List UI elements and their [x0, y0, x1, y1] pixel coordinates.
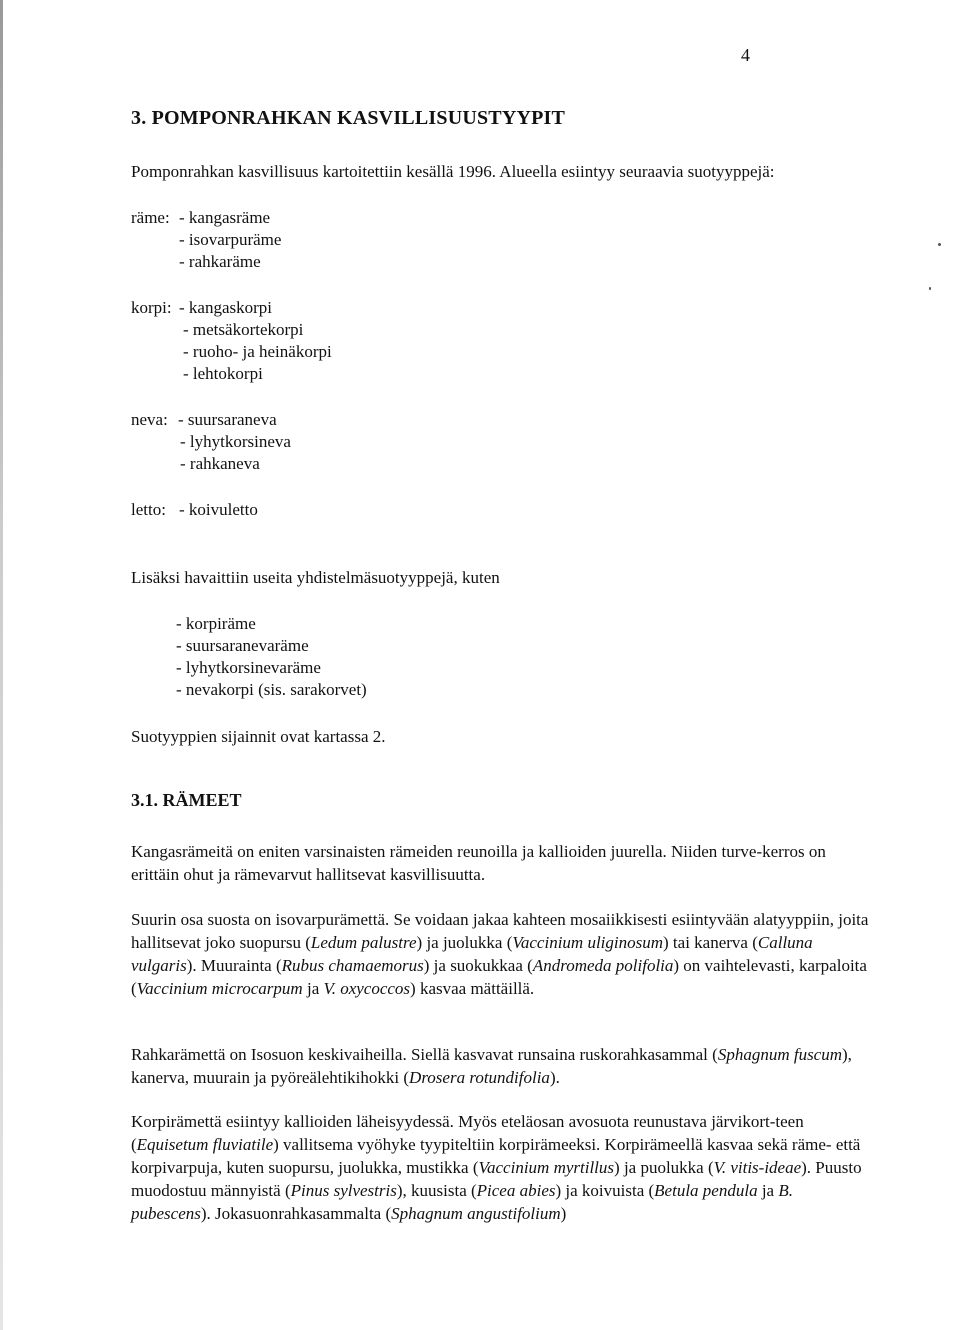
- chapter-title: 3. POMPONRAHKAN KASVILLISUUSTYYPIT: [131, 107, 566, 129]
- text-run: ).: [549, 1068, 560, 1087]
- species-name: Vaccinium uliginosum: [512, 933, 664, 952]
- text-run: ). Muurainta (: [186, 956, 282, 975]
- map-note: Suotyyppien sijainnit ovat kartassa 2.: [131, 727, 386, 746]
- species-name: Betula pendula: [654, 1181, 758, 1200]
- text-run: ja: [302, 979, 324, 998]
- combined-intro: Lisäksi havaittiin useita yhdistelmäsuotyyppejä, kuten: [131, 568, 500, 587]
- list-item: - kangasräme: [179, 208, 271, 227]
- group-label: letto:: [131, 500, 166, 519]
- text-run: ) on vaihtelevasti, karpaloita (: [131, 956, 867, 998]
- text-run: ) vallitsema vyöhyke tyypiteltiin korpirämeeksi. Korpirämeellä kasvaa sekä räme- että korpivarpuja, kuten suopursu, juolukka, mustikka (: [131, 1135, 861, 1177]
- text-run: ). Jokasuonrahkasammalta (: [200, 1204, 392, 1223]
- list-item: - suursaraneva: [178, 410, 277, 429]
- text-run: ). Puusto muodostuu männyistä (: [131, 1158, 862, 1200]
- scan-speck: [938, 243, 941, 246]
- species-name: Picea abies: [476, 1181, 556, 1200]
- species-name: Drosera rotundifolia: [409, 1068, 550, 1087]
- list-item: - ruoho- ja heinäkorpi: [183, 342, 332, 361]
- species-name: Vaccinium myrtillus: [478, 1158, 615, 1177]
- list-item: - rahkaräme: [179, 252, 261, 271]
- paragraph-isovarpurame: [131, 908, 876, 1000]
- species-name: V. oxycoccos: [323, 979, 411, 998]
- group-label: korpi:: [131, 298, 172, 317]
- text-run: ) ja juolukka (: [416, 933, 513, 952]
- species-name: B. pubescens: [131, 1181, 793, 1223]
- list-item: - rahkaneva: [180, 454, 260, 473]
- paragraph-kangasrame: Kangasrämeitä on eniten varsinaisten rämeiden reunoilla ja kallioiden juurella. Niiden turve-kerros on erittäin ohut ja rämevarvut hallitsevat kasvillisuutta.: [131, 842, 826, 884]
- text-run: ) ja puolukka (: [614, 1158, 714, 1177]
- scan-edge-shadow: [0, 0, 3, 1330]
- species-name: Sphagnum fuscum: [717, 1045, 843, 1064]
- list-item: - lyhytkorsinevaräme: [176, 658, 321, 677]
- intro-paragraph: Pomponrahkan kasvillisuus kartoitettiin kesällä 1996. Alueella esiintyy seuraavia suotyyppejä:: [131, 162, 775, 181]
- species-name: Andromeda polifolia: [532, 956, 674, 975]
- species-name: Vaccinium microcarpum: [136, 979, 303, 998]
- page-number: 4: [741, 45, 750, 65]
- paragraph-korpirame: [131, 1110, 876, 1225]
- species-name: Sphagnum angustifolium: [391, 1204, 561, 1223]
- group-label: räme:: [131, 208, 170, 227]
- group-label: neva:: [131, 410, 168, 429]
- text-run: ) ja koivuista (: [555, 1181, 655, 1200]
- text-run: ja: [757, 1181, 779, 1200]
- species-name: Pinus sylvestris: [290, 1181, 397, 1200]
- list-item: - metsäkortekorpi: [183, 320, 304, 339]
- text-run: Korpirämettä esiintyy kallioiden läheisyydessä. Myös eteläosan avosuota reunustava järvikort-teen (: [131, 1112, 804, 1154]
- species-name: Ledum palustre: [310, 933, 417, 952]
- list-item: - lehtokorpi: [183, 364, 263, 383]
- paragraph-rahkarame: [131, 1043, 876, 1089]
- text-run: ): [560, 1204, 567, 1223]
- text-run: Suurin osa suosta on isovarpurämettä. Se voidaan jakaa kahteen mosaiikkisesti esiintyvään alatyyppiin, joita hallitsevat joko suopursu (: [131, 910, 869, 952]
- list-item: - lyhytkorsineva: [180, 432, 291, 451]
- species-name: V. vitis-ideae: [713, 1158, 802, 1177]
- text-run: Rahkarämettä on Isosuon keskivaiheilla. Siellä kasvavat runsaina ruskorahkasammal (: [131, 1045, 718, 1064]
- species-name: Calluna vulgaris: [131, 933, 813, 975]
- list-item: - korpiräme: [176, 614, 256, 633]
- text-run: ) tai kanerva (: [663, 933, 758, 952]
- text-run: ), kanerva, muurain ja pyöreälehtikihokki (: [131, 1045, 852, 1087]
- species-name: Equisetum fluviatile: [136, 1135, 274, 1154]
- list-item: - nevakorpi (sis. sarakorvet): [176, 680, 367, 699]
- list-item: - koivuletto: [179, 500, 258, 519]
- text-run: ) ja suokukkaa (: [423, 956, 533, 975]
- list-item: - suursaranevaräme: [176, 636, 309, 655]
- section-title: 3.1. RÄMEET: [131, 790, 242, 810]
- scan-speck: [929, 287, 931, 290]
- text-run: ) kasvaa mättäillä.: [410, 979, 535, 998]
- list-item: - kangaskorpi: [179, 298, 273, 317]
- list-item: - isovarpuräme: [179, 230, 282, 249]
- species-name: Rubus chamaemorus: [281, 956, 424, 975]
- text-run: ), kuusista (: [396, 1181, 477, 1200]
